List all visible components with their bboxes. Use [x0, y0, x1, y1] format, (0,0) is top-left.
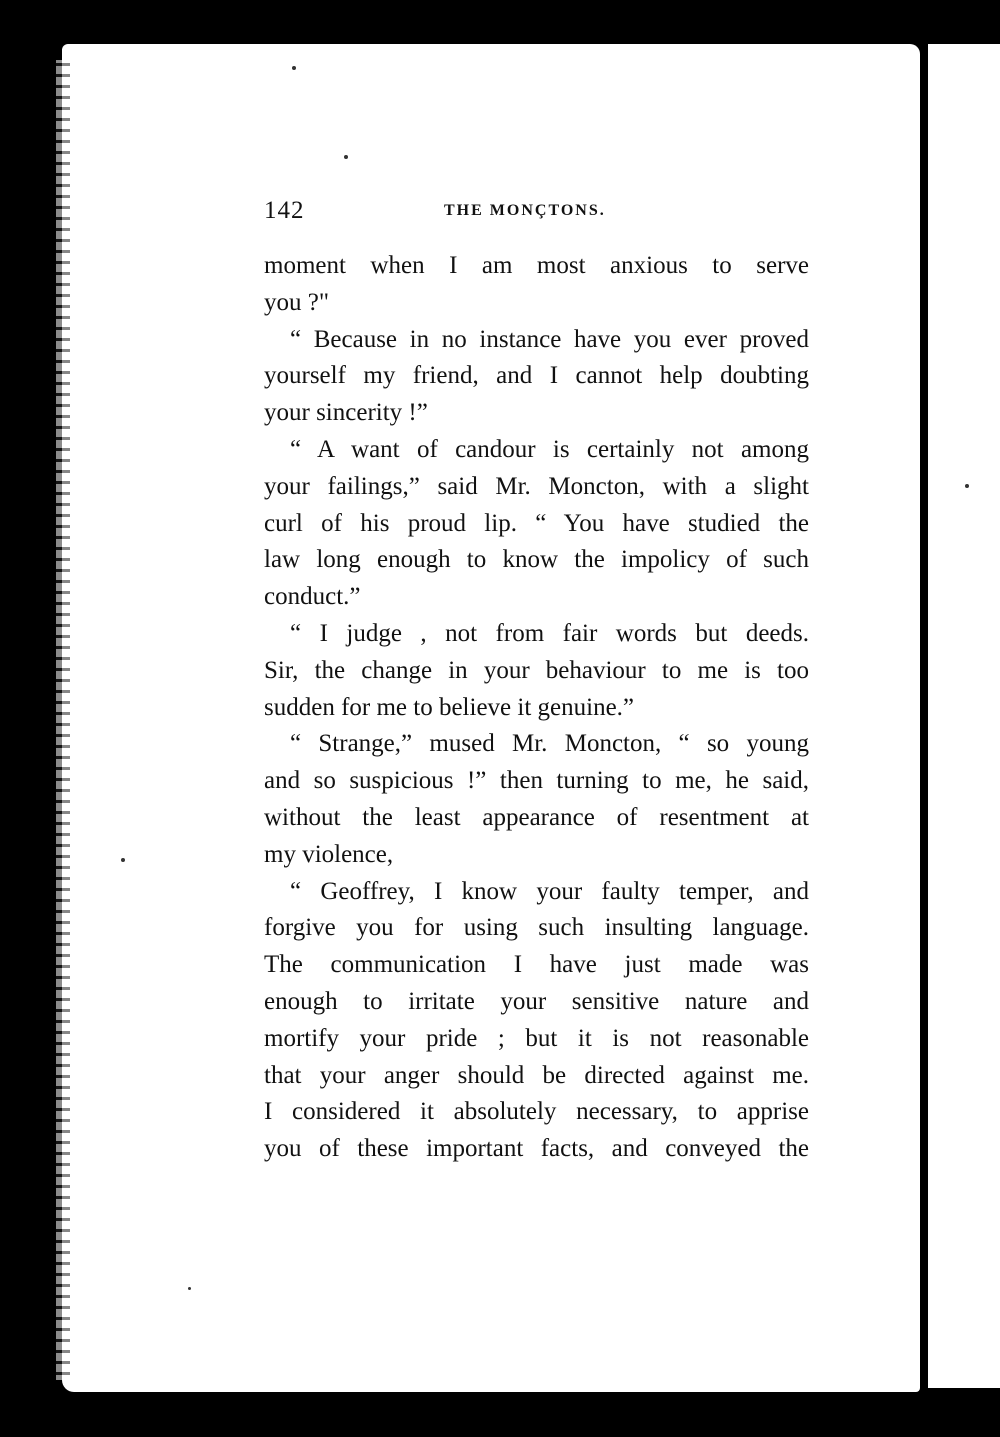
body-text: [264, 248, 809, 1168]
text-line: you of these important facts, and conveyed the: [264, 1135, 809, 1163]
text-line: my violence,: [264, 840, 394, 868]
text-line: and so suspicious !” then turning to me, he said,: [264, 767, 809, 795]
speck: [344, 155, 348, 159]
text-line: The communication I have just made was: [264, 951, 809, 979]
text-line: conduct.”: [264, 583, 361, 611]
text-line: law long enough to know the impolicy of such: [264, 546, 809, 574]
text-line: Sir, the change in your behaviour to me is too: [264, 656, 809, 684]
text-line: “ Geoffrey, I know your faulty temper, and: [290, 877, 809, 905]
text-line: “ Because in no instance have you ever proved: [290, 325, 809, 353]
text-line: sudden for me to believe it genuine.”: [264, 693, 635, 721]
text-line: I considered it absolutely necessary, to apprise: [264, 1098, 809, 1126]
speck: [965, 484, 969, 488]
text-line: your sincerity !”: [264, 399, 428, 427]
speck: [121, 858, 125, 862]
text-line: enough to irritate your sensitive nature and: [264, 987, 809, 1015]
page-binding-edge: [56, 60, 70, 1380]
adjacent-page-edge: [928, 44, 1000, 1388]
speck: [188, 1287, 191, 1290]
page-number: 142: [264, 197, 305, 224]
text-line: mortify your pride ; but it is not reasonable: [264, 1024, 809, 1052]
running-head: THE MONÇTONS.: [444, 202, 606, 219]
text-line: “ Strange,” mused Mr. Moncton, “ so young: [290, 730, 809, 758]
text-line: curl of his proud lip. “ You have studied the: [264, 509, 809, 537]
speck: [292, 66, 296, 70]
page-header: [264, 197, 812, 227]
text-line: you ?": [264, 288, 330, 316]
text-line: without the least appearance of resentment at: [264, 803, 809, 831]
text-line: “ I judge , not from fair words but deeds.: [290, 619, 809, 647]
text-line: that your anger should be directed against me.: [264, 1061, 809, 1089]
text-line: yourself my friend, and I cannot help doubting: [264, 362, 809, 390]
text-line: “ A want of candour is certainly not among: [290, 435, 809, 463]
text-line: moment when I am most anxious to serve: [264, 252, 809, 279]
text-line: forgive you for using such insulting language.: [264, 914, 809, 942]
text-line: your failings,” said Mr. Moncton, with a slight: [264, 472, 809, 500]
